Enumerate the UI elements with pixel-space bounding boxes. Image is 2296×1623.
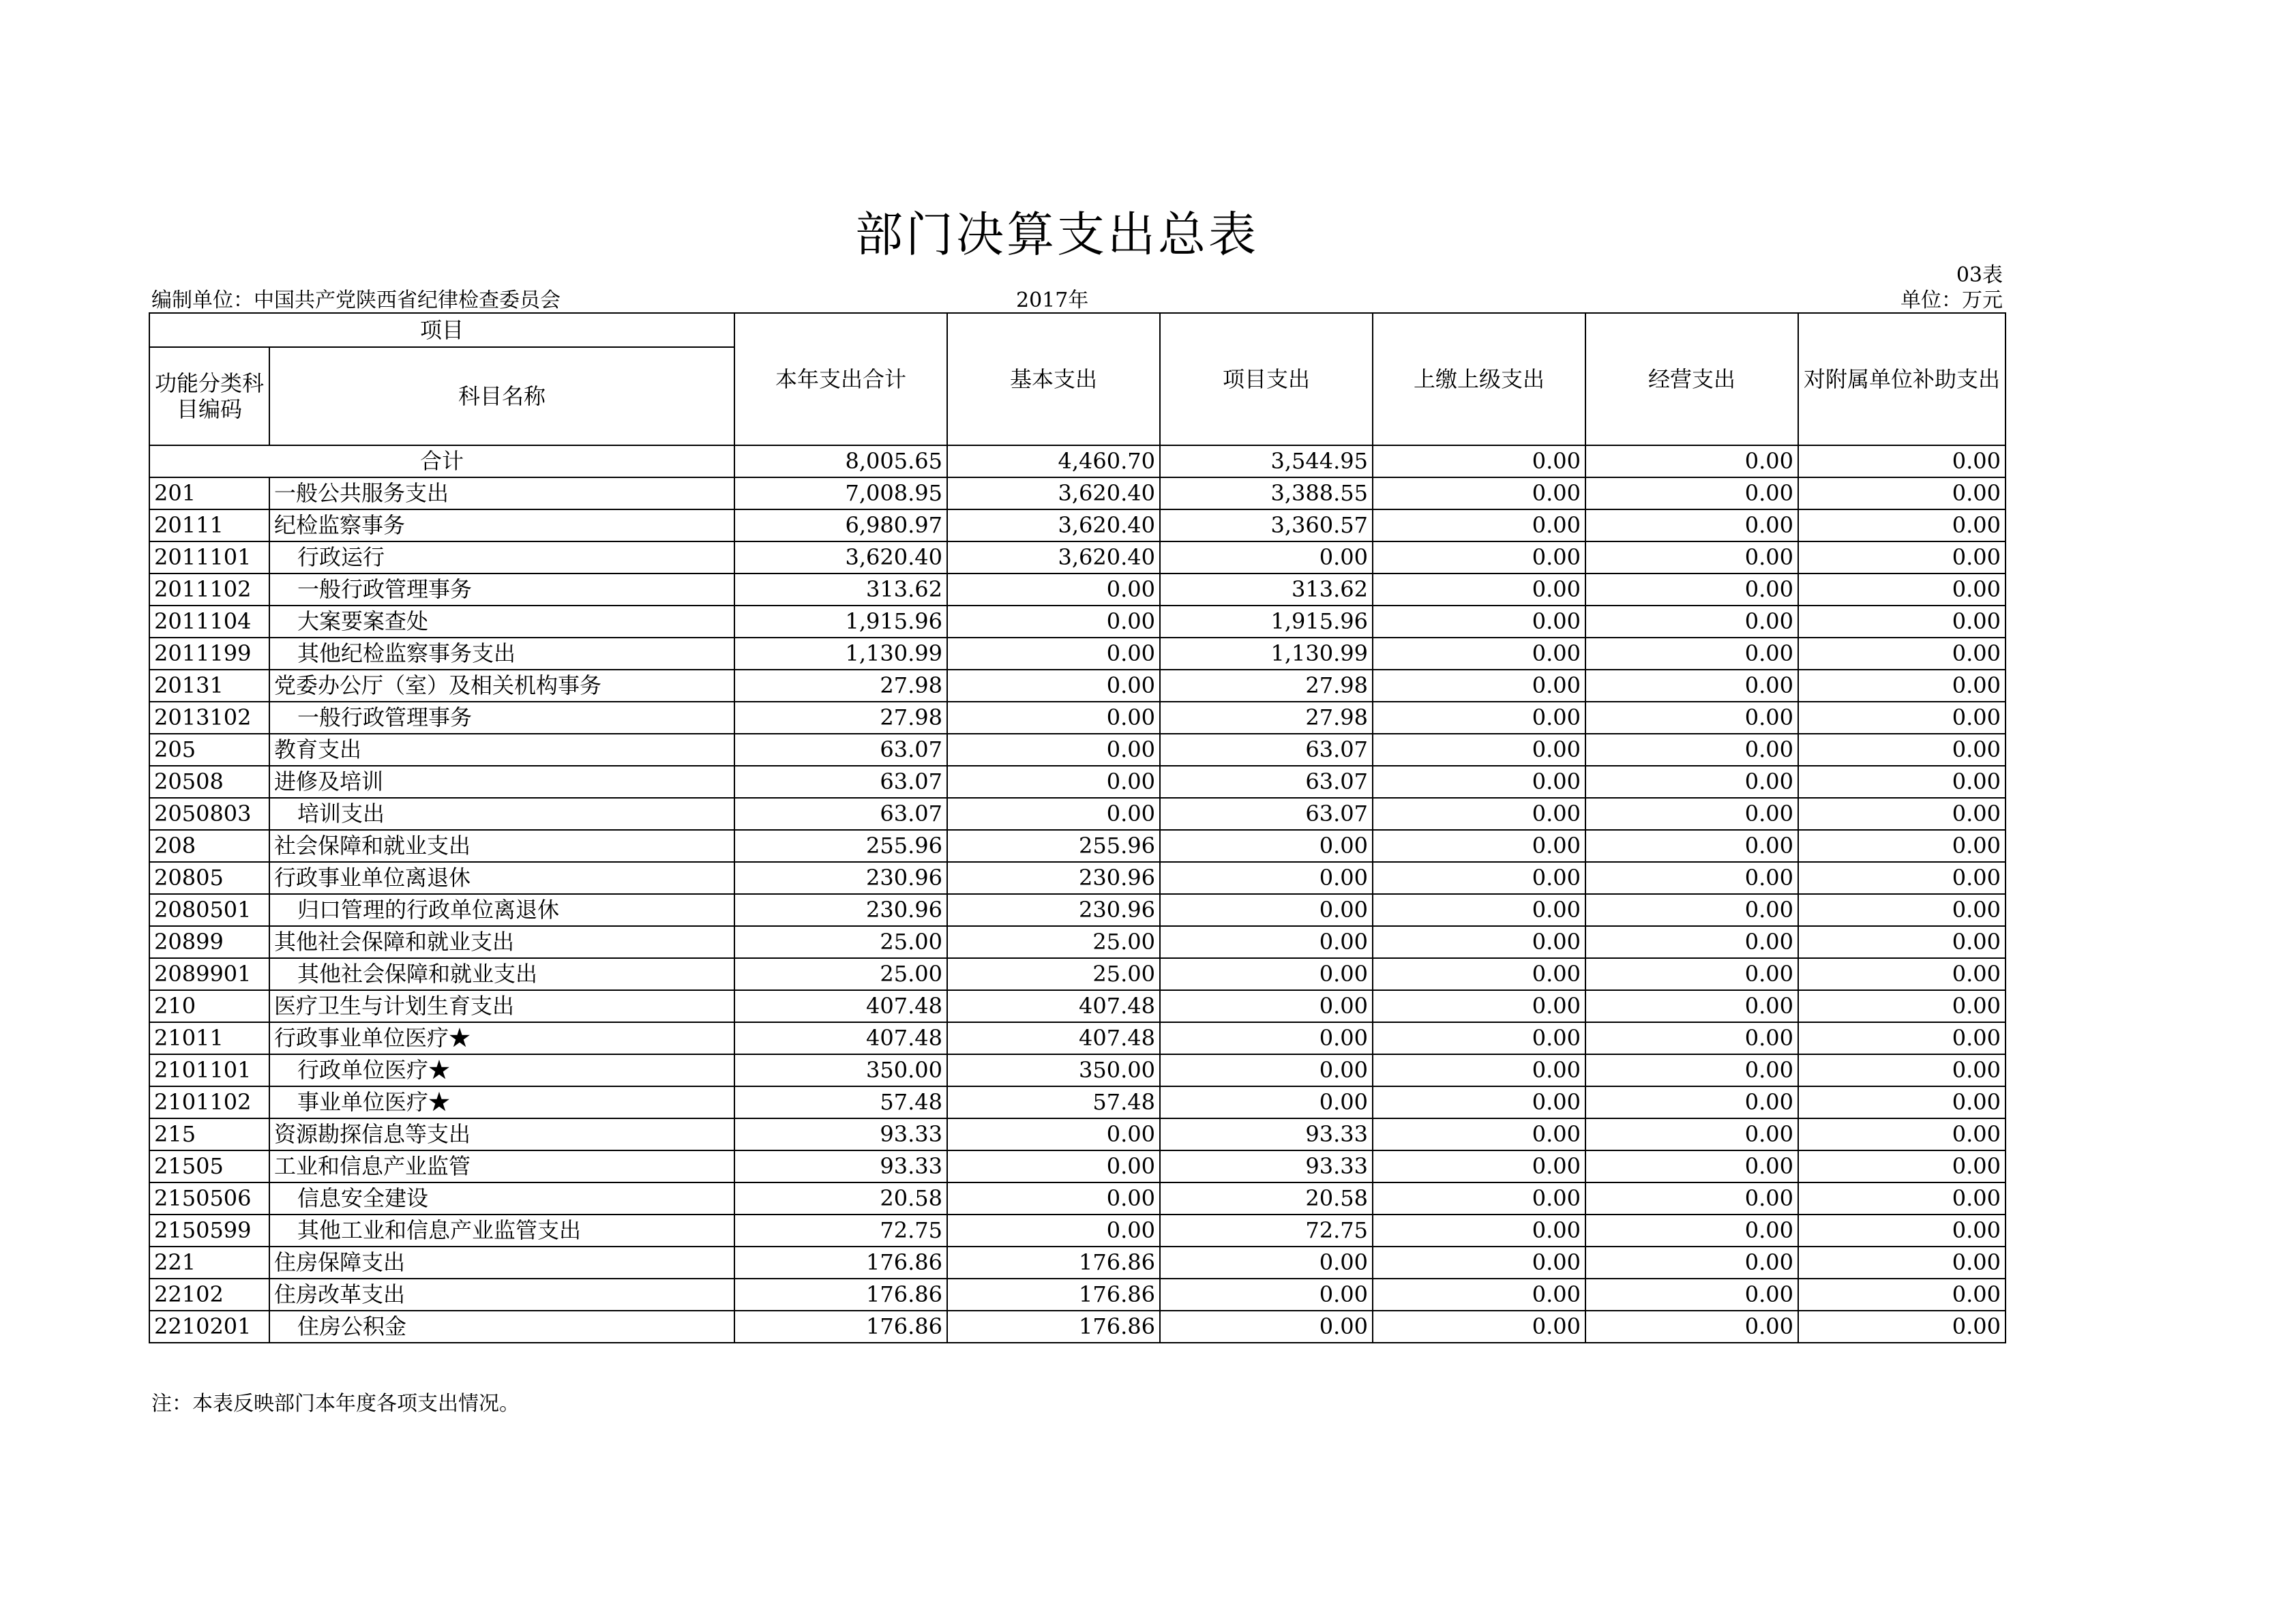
amount-cell: 72.75 bbox=[1160, 1215, 1373, 1247]
amount-cell: 0.00 bbox=[1585, 958, 1798, 990]
total-cell: 0.00 bbox=[1585, 445, 1798, 477]
amount-cell: 255.96 bbox=[734, 830, 947, 862]
amount-cell: 0.00 bbox=[1160, 862, 1373, 894]
amount-cell: 0.00 bbox=[1798, 670, 2006, 702]
amount-cell: 93.33 bbox=[1160, 1150, 1373, 1182]
amount-cell: 0.00 bbox=[1373, 862, 1585, 894]
amount-cell: 0.00 bbox=[1798, 477, 2006, 509]
amount-cell: 176.86 bbox=[947, 1247, 1160, 1279]
amount-cell: 0.00 bbox=[1798, 862, 2006, 894]
table-row bbox=[149, 541, 2006, 574]
amount-cell: 0.00 bbox=[1798, 894, 2006, 926]
amount-cell: 407.48 bbox=[734, 990, 947, 1022]
amount-cell: 0.00 bbox=[1798, 1215, 2006, 1247]
name-cell: 信息安全建设 bbox=[269, 1182, 734, 1215]
table-row bbox=[149, 862, 2006, 894]
amount-cell: 3,620.40 bbox=[947, 477, 1160, 509]
header-item: 项目 bbox=[149, 313, 734, 347]
amount-cell: 0.00 bbox=[1373, 1150, 1585, 1182]
amount-cell: 0.00 bbox=[1585, 1054, 1798, 1086]
header-name: 科目名称 bbox=[269, 347, 734, 445]
name-cell: 行政运行 bbox=[269, 541, 734, 574]
amount-cell: 0.00 bbox=[1798, 541, 2006, 574]
name-cell: 一般行政管理事务 bbox=[269, 574, 734, 606]
amount-cell: 0.00 bbox=[947, 1150, 1160, 1182]
amount-cell: 0.00 bbox=[1373, 477, 1585, 509]
amount-cell: 0.00 bbox=[1798, 958, 2006, 990]
page-title: 部门决算支出总表 bbox=[855, 207, 1259, 263]
amount-cell: 230.96 bbox=[947, 862, 1160, 894]
name-cell: 教育支出 bbox=[269, 734, 734, 766]
amount-cell: 176.86 bbox=[947, 1279, 1160, 1311]
code-cell: 20111 bbox=[149, 509, 269, 541]
amount-cell: 0.00 bbox=[1160, 1022, 1373, 1054]
amount-cell: 0.00 bbox=[1585, 1215, 1798, 1247]
amount-cell: 0.00 bbox=[1585, 574, 1798, 606]
amount-cell: 0.00 bbox=[1798, 926, 2006, 958]
amount-cell: 27.98 bbox=[1160, 702, 1373, 734]
table-row bbox=[149, 1182, 2006, 1215]
code-cell: 208 bbox=[149, 830, 269, 862]
name-cell: 事业单位医疗★ bbox=[269, 1086, 734, 1118]
table-number: 03表 bbox=[1956, 263, 2003, 287]
name-cell: 其他纪检监察事务支出 bbox=[269, 638, 734, 670]
amount-cell: 63.07 bbox=[734, 734, 947, 766]
code-cell: 2089901 bbox=[149, 958, 269, 990]
amount-cell: 57.48 bbox=[734, 1086, 947, 1118]
code-cell: 20131 bbox=[149, 670, 269, 702]
amount-cell: 176.86 bbox=[734, 1279, 947, 1311]
total-row bbox=[149, 445, 2006, 477]
amount-cell: 407.48 bbox=[734, 1022, 947, 1054]
code-cell: 2011102 bbox=[149, 574, 269, 606]
table-row bbox=[149, 477, 2006, 509]
table-row bbox=[149, 1054, 2006, 1086]
amount-cell: 0.00 bbox=[1373, 958, 1585, 990]
name-cell: 行政单位医疗★ bbox=[269, 1054, 734, 1086]
table-row bbox=[149, 1086, 2006, 1118]
amount-cell: 0.00 bbox=[1585, 638, 1798, 670]
amount-cell: 0.00 bbox=[1798, 638, 2006, 670]
amount-cell: 230.96 bbox=[734, 894, 947, 926]
amount-cell: 0.00 bbox=[1373, 638, 1585, 670]
amount-cell: 0.00 bbox=[1373, 509, 1585, 541]
name-cell: 归口管理的行政单位离退休 bbox=[269, 894, 734, 926]
expenditure-table bbox=[149, 312, 2006, 1343]
code-cell: 2013102 bbox=[149, 702, 269, 734]
table-row bbox=[149, 734, 2006, 766]
amount-cell: 0.00 bbox=[947, 1118, 1160, 1150]
total-cell: 0.00 bbox=[1798, 445, 2006, 477]
name-cell: 住房改革支出 bbox=[269, 1279, 734, 1311]
amount-cell: 0.00 bbox=[1373, 1022, 1585, 1054]
amount-cell: 0.00 bbox=[1798, 606, 2006, 638]
amount-cell: 63.07 bbox=[734, 766, 947, 798]
amount-cell: 0.00 bbox=[947, 574, 1160, 606]
name-cell: 行政事业单位离退休 bbox=[269, 862, 734, 894]
amount-cell: 0.00 bbox=[1798, 1150, 2006, 1182]
amount-cell: 0.00 bbox=[1585, 798, 1798, 830]
amount-cell: 0.00 bbox=[1160, 830, 1373, 862]
amount-cell: 0.00 bbox=[1373, 734, 1585, 766]
amount-cell: 0.00 bbox=[1585, 734, 1798, 766]
amount-cell: 0.00 bbox=[1798, 1182, 2006, 1215]
amount-cell: 1,130.99 bbox=[1160, 638, 1373, 670]
amount-cell: 0.00 bbox=[1373, 1215, 1585, 1247]
amount-cell: 0.00 bbox=[1373, 894, 1585, 926]
amount-cell: 313.62 bbox=[1160, 574, 1373, 606]
amount-cell: 0.00 bbox=[1160, 1279, 1373, 1311]
table-row bbox=[149, 798, 2006, 830]
table-row bbox=[149, 509, 2006, 541]
table-row bbox=[149, 990, 2006, 1022]
code-cell: 2011101 bbox=[149, 541, 269, 574]
amount-cell: 0.00 bbox=[1373, 1311, 1585, 1343]
amount-cell: 0.00 bbox=[1585, 1182, 1798, 1215]
amount-cell: 0.00 bbox=[1798, 702, 2006, 734]
amount-cell: 0.00 bbox=[1585, 477, 1798, 509]
amount-cell: 57.48 bbox=[947, 1086, 1160, 1118]
amount-cell: 0.00 bbox=[1585, 1118, 1798, 1150]
amount-cell: 0.00 bbox=[947, 638, 1160, 670]
amount-cell: 0.00 bbox=[947, 1182, 1160, 1215]
amount-cell: 63.07 bbox=[734, 798, 947, 830]
amount-cell: 20.58 bbox=[734, 1182, 947, 1215]
code-cell: 210 bbox=[149, 990, 269, 1022]
amount-cell: 0.00 bbox=[1373, 670, 1585, 702]
amount-cell: 0.00 bbox=[1373, 1279, 1585, 1311]
amount-cell: 407.48 bbox=[947, 1022, 1160, 1054]
code-cell: 2101101 bbox=[149, 1054, 269, 1086]
name-cell: 进修及培训 bbox=[269, 766, 734, 798]
code-cell: 215 bbox=[149, 1118, 269, 1150]
amount-cell: 0.00 bbox=[1798, 509, 2006, 541]
name-cell: 一般公共服务支出 bbox=[269, 477, 734, 509]
amount-cell: 0.00 bbox=[1373, 926, 1585, 958]
amount-cell: 0.00 bbox=[1373, 1182, 1585, 1215]
table-row bbox=[149, 574, 2006, 606]
amount-cell: 0.00 bbox=[1585, 926, 1798, 958]
code-cell: 20805 bbox=[149, 862, 269, 894]
total-cell: 0.00 bbox=[1373, 445, 1585, 477]
code-cell: 20508 bbox=[149, 766, 269, 798]
amount-cell: 0.00 bbox=[1373, 574, 1585, 606]
amount-cell: 0.00 bbox=[1798, 990, 2006, 1022]
amount-cell: 0.00 bbox=[1373, 990, 1585, 1022]
amount-cell: 313.62 bbox=[734, 574, 947, 606]
amount-cell: 0.00 bbox=[1373, 1247, 1585, 1279]
code-cell: 221 bbox=[149, 1247, 269, 1279]
code-cell: 2011199 bbox=[149, 638, 269, 670]
amount-cell: 20.58 bbox=[1160, 1182, 1373, 1215]
amount-cell: 0.00 bbox=[1160, 926, 1373, 958]
header-basic: 基本支出 bbox=[947, 313, 1160, 445]
amount-cell: 0.00 bbox=[947, 702, 1160, 734]
name-cell: 行政事业单位医疗★ bbox=[269, 1022, 734, 1054]
amount-cell: 230.96 bbox=[734, 862, 947, 894]
amount-cell: 0.00 bbox=[947, 606, 1160, 638]
amount-cell: 1,130.99 bbox=[734, 638, 947, 670]
amount-cell: 0.00 bbox=[1160, 894, 1373, 926]
name-cell: 一般行政管理事务 bbox=[269, 702, 734, 734]
amount-cell: 0.00 bbox=[1373, 830, 1585, 862]
amount-cell: 7,008.95 bbox=[734, 477, 947, 509]
amount-cell: 0.00 bbox=[1373, 1086, 1585, 1118]
amount-cell: 0.00 bbox=[1373, 606, 1585, 638]
name-cell: 住房公积金 bbox=[269, 1311, 734, 1343]
name-cell: 社会保障和就业支出 bbox=[269, 830, 734, 862]
table-row bbox=[149, 670, 2006, 702]
amount-cell: 0.00 bbox=[1160, 990, 1373, 1022]
table-row bbox=[149, 1022, 2006, 1054]
amount-cell: 0.00 bbox=[1798, 574, 2006, 606]
amount-cell: 25.00 bbox=[947, 926, 1160, 958]
footnote: 注：本表反映部门本年度各项支出情况。 bbox=[151, 1392, 520, 1416]
amount-cell: 0.00 bbox=[1798, 766, 2006, 798]
amount-cell: 63.07 bbox=[1160, 798, 1373, 830]
amount-cell: 0.00 bbox=[1373, 1118, 1585, 1150]
amount-cell: 0.00 bbox=[1160, 1247, 1373, 1279]
amount-cell: 255.96 bbox=[947, 830, 1160, 862]
name-cell: 医疗卫生与计划生育支出 bbox=[269, 990, 734, 1022]
code-cell: 22102 bbox=[149, 1279, 269, 1311]
amount-cell: 3,360.57 bbox=[1160, 509, 1373, 541]
name-cell: 党委办公厅（室）及相关机构事务 bbox=[269, 670, 734, 702]
amount-cell: 0.00 bbox=[1585, 1279, 1798, 1311]
amount-cell: 0.00 bbox=[947, 734, 1160, 766]
amount-cell: 0.00 bbox=[1798, 734, 2006, 766]
amount-cell: 3,388.55 bbox=[1160, 477, 1373, 509]
name-cell: 工业和信息产业监管 bbox=[269, 1150, 734, 1182]
header-project: 项目支出 bbox=[1160, 313, 1373, 445]
currency-unit: 单位：万元 bbox=[1900, 288, 2003, 312]
amount-cell: 25.00 bbox=[947, 958, 1160, 990]
amount-cell: 1,915.96 bbox=[734, 606, 947, 638]
table-row bbox=[149, 958, 2006, 990]
amount-cell: 0.00 bbox=[1798, 1118, 2006, 1150]
amount-cell: 0.00 bbox=[1160, 541, 1373, 574]
amount-cell: 6,980.97 bbox=[734, 509, 947, 541]
amount-cell: 0.00 bbox=[1585, 1086, 1798, 1118]
amount-cell: 0.00 bbox=[1373, 541, 1585, 574]
report-year: 2017年 bbox=[1016, 288, 1089, 312]
amount-cell: 63.07 bbox=[1160, 766, 1373, 798]
table-row bbox=[149, 1215, 2006, 1247]
amount-cell: 0.00 bbox=[947, 798, 1160, 830]
amount-cell: 230.96 bbox=[947, 894, 1160, 926]
amount-cell: 0.00 bbox=[1585, 606, 1798, 638]
amount-cell: 350.00 bbox=[734, 1054, 947, 1086]
amount-cell: 0.00 bbox=[1798, 1054, 2006, 1086]
amount-cell: 63.07 bbox=[1160, 734, 1373, 766]
header-upper: 上缴上级支出 bbox=[1373, 313, 1585, 445]
table-row bbox=[149, 830, 2006, 862]
amount-cell: 0.00 bbox=[1585, 1311, 1798, 1343]
amount-cell: 1,915.96 bbox=[1160, 606, 1373, 638]
amount-cell: 0.00 bbox=[1798, 1311, 2006, 1343]
amount-cell: 176.86 bbox=[947, 1311, 1160, 1343]
compiling-unit: 编制单位：中国共产党陕西省纪律检查委员会 bbox=[151, 288, 561, 312]
amount-cell: 25.00 bbox=[734, 926, 947, 958]
total-cell: 8,005.65 bbox=[734, 445, 947, 477]
table-row bbox=[149, 638, 2006, 670]
amount-cell: 350.00 bbox=[947, 1054, 1160, 1086]
amount-cell: 3,620.40 bbox=[734, 541, 947, 574]
table-row bbox=[149, 1311, 2006, 1343]
amount-cell: 93.33 bbox=[734, 1150, 947, 1182]
amount-cell: 0.00 bbox=[1160, 1054, 1373, 1086]
name-cell: 其他社会保障和就业支出 bbox=[269, 926, 734, 958]
code-cell: 21011 bbox=[149, 1022, 269, 1054]
amount-cell: 176.86 bbox=[734, 1311, 947, 1343]
header-code: 功能分类科目编码 bbox=[149, 347, 269, 445]
total-label: 合计 bbox=[149, 445, 734, 477]
amount-cell: 3,620.40 bbox=[947, 541, 1160, 574]
amount-cell: 0.00 bbox=[1798, 1022, 2006, 1054]
amount-cell: 0.00 bbox=[1798, 1279, 2006, 1311]
amount-cell: 27.98 bbox=[1160, 670, 1373, 702]
code-cell: 2080501 bbox=[149, 894, 269, 926]
amount-cell: 0.00 bbox=[1798, 1247, 2006, 1279]
amount-cell: 176.86 bbox=[734, 1247, 947, 1279]
code-cell: 2150506 bbox=[149, 1182, 269, 1215]
table-row bbox=[149, 1247, 2006, 1279]
total-cell: 3,544.95 bbox=[1160, 445, 1373, 477]
amount-cell: 0.00 bbox=[1585, 509, 1798, 541]
name-cell: 其他工业和信息产业监管支出 bbox=[269, 1215, 734, 1247]
amount-cell: 0.00 bbox=[1373, 766, 1585, 798]
name-cell: 纪检监察事务 bbox=[269, 509, 734, 541]
header-business: 经营支出 bbox=[1585, 313, 1798, 445]
table-row bbox=[149, 702, 2006, 734]
table-row bbox=[149, 1279, 2006, 1311]
table-row bbox=[149, 926, 2006, 958]
amount-cell: 0.00 bbox=[1585, 766, 1798, 798]
amount-cell: 0.00 bbox=[1585, 990, 1798, 1022]
amount-cell: 93.33 bbox=[1160, 1118, 1373, 1150]
table-row bbox=[149, 894, 2006, 926]
amount-cell: 0.00 bbox=[947, 670, 1160, 702]
name-cell: 资源勘探信息等支出 bbox=[269, 1118, 734, 1150]
table-row bbox=[149, 1150, 2006, 1182]
amount-cell: 0.00 bbox=[1798, 798, 2006, 830]
code-cell: 2150599 bbox=[149, 1215, 269, 1247]
amount-cell: 0.00 bbox=[1798, 830, 2006, 862]
amount-cell: 72.75 bbox=[734, 1215, 947, 1247]
amount-cell: 0.00 bbox=[1798, 1086, 2006, 1118]
code-cell: 2101102 bbox=[149, 1086, 269, 1118]
amount-cell: 0.00 bbox=[947, 766, 1160, 798]
amount-cell: 0.00 bbox=[1373, 1054, 1585, 1086]
amount-cell: 3,620.40 bbox=[947, 509, 1160, 541]
amount-cell: 0.00 bbox=[1585, 702, 1798, 734]
header-total: 本年支出合计 bbox=[734, 313, 947, 445]
code-cell: 201 bbox=[149, 477, 269, 509]
amount-cell: 25.00 bbox=[734, 958, 947, 990]
table-row bbox=[149, 606, 2006, 638]
amount-cell: 407.48 bbox=[947, 990, 1160, 1022]
code-cell: 2210201 bbox=[149, 1311, 269, 1343]
amount-cell: 0.00 bbox=[1160, 1311, 1373, 1343]
name-cell: 培训支出 bbox=[269, 798, 734, 830]
amount-cell: 93.33 bbox=[734, 1118, 947, 1150]
amount-cell: 0.00 bbox=[1585, 830, 1798, 862]
code-cell: 2011104 bbox=[149, 606, 269, 638]
name-cell: 大案要案查处 bbox=[269, 606, 734, 638]
amount-cell: 0.00 bbox=[1373, 798, 1585, 830]
total-cell: 4,460.70 bbox=[947, 445, 1160, 477]
amount-cell: 0.00 bbox=[1585, 1247, 1798, 1279]
code-cell: 205 bbox=[149, 734, 269, 766]
name-cell: 住房保障支出 bbox=[269, 1247, 734, 1279]
name-cell: 其他社会保障和就业支出 bbox=[269, 958, 734, 990]
amount-cell: 0.00 bbox=[1585, 862, 1798, 894]
amount-cell: 0.00 bbox=[1585, 541, 1798, 574]
amount-cell: 27.98 bbox=[734, 702, 947, 734]
code-cell: 20899 bbox=[149, 926, 269, 958]
table-row bbox=[149, 766, 2006, 798]
table-row bbox=[149, 1118, 2006, 1150]
amount-cell: 27.98 bbox=[734, 670, 947, 702]
amount-cell: 0.00 bbox=[1585, 894, 1798, 926]
amount-cell: 0.00 bbox=[947, 1215, 1160, 1247]
code-cell: 21505 bbox=[149, 1150, 269, 1182]
amount-cell: 0.00 bbox=[1160, 1086, 1373, 1118]
amount-cell: 0.00 bbox=[1585, 1022, 1798, 1054]
amount-cell: 0.00 bbox=[1585, 1150, 1798, 1182]
amount-cell: 0.00 bbox=[1373, 702, 1585, 734]
code-cell: 2050803 bbox=[149, 798, 269, 830]
amount-cell: 0.00 bbox=[1585, 670, 1798, 702]
header-subsidy: 对附属单位补助支出 bbox=[1798, 313, 2006, 445]
amount-cell: 0.00 bbox=[1160, 958, 1373, 990]
